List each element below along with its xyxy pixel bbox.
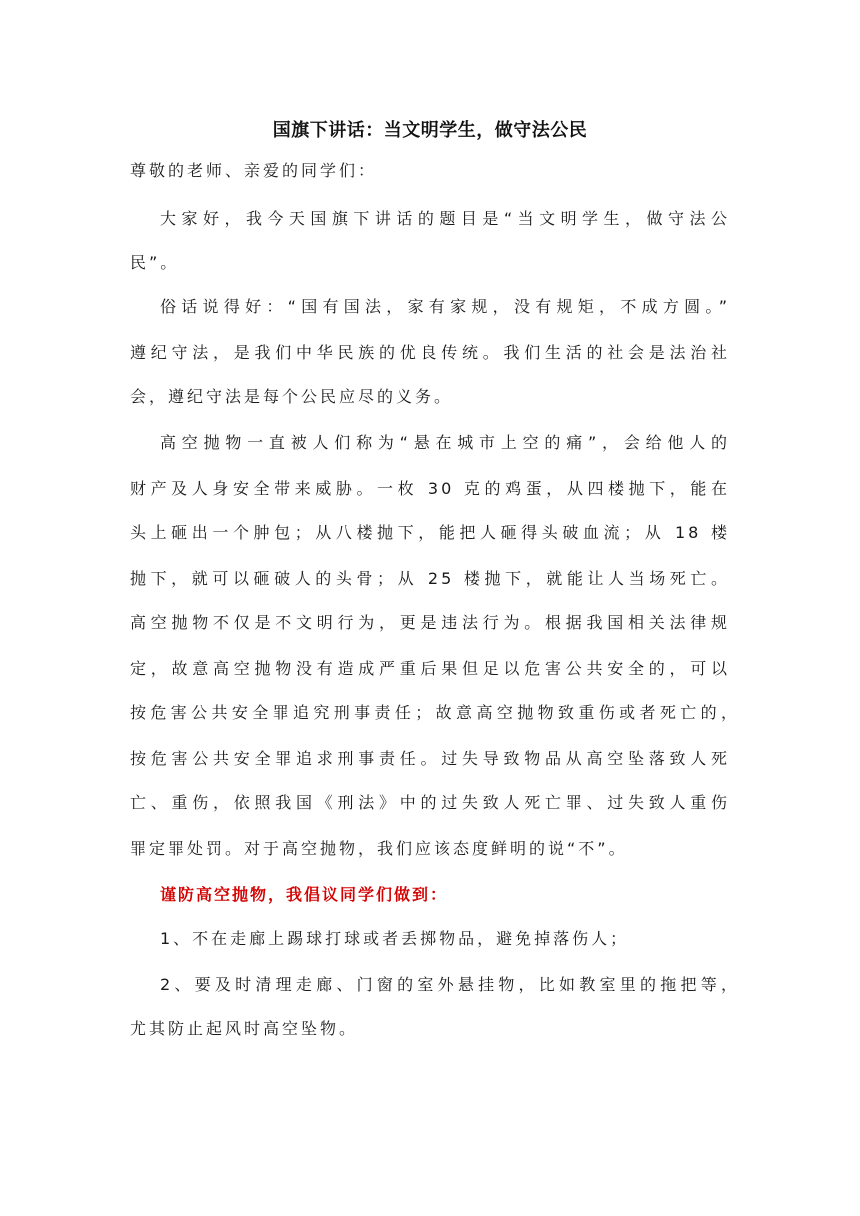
proposal-item-2-continued: 尤其防止起风时高空坠物。: [130, 1019, 359, 1038]
paragraph-line: 会，遵纪守法是每个公民应尽的义务。: [130, 387, 454, 406]
paragraph-line: 头上砸出一个肿包；从八楼抛下，能把人砸得头破血流；从 18 楼: [130, 523, 730, 542]
paragraph-line: 按危害公共安全罪追究刑事责任；故意高空抛物致重伤或者死亡的，: [130, 703, 740, 722]
paragraph-line: 定，故意高空抛物没有造成严重后果但足以危害公共安全的，可以: [130, 659, 730, 678]
paragraph-line: 抛下，就可以砸破人的头骨；从 25 楼抛下，就能让人当场死亡。: [130, 569, 730, 588]
paragraph-line: 高空抛物一直被人们称为“悬在城市上空的痛”，会给他人的: [160, 433, 730, 452]
paragraph-line: 高空抛物不仅是不文明行为，更是违法行为。根据我国相关法律规: [130, 613, 730, 632]
salutation: 尊敬的老师、亲爱的同学们：: [130, 161, 378, 180]
paragraph-line: 财产及人身安全带来威胁。一枚 30 克的鸡蛋，从四楼抛下，能在: [130, 479, 730, 498]
document-title: 国旗下讲话：当文明学生，做守法公民: [272, 120, 588, 141]
paragraph-line: 俗话说得好：“国有国法，家有家规，没有规矩，不成方圆。”: [160, 297, 730, 316]
paragraph-line: 遵纪守法，是我们中华民族的优良传统。我们生活的社会是法治社: [130, 343, 730, 362]
proposal-heading: 谨防高空抛物，我倡议同学们做到：: [160, 885, 449, 904]
paragraph-line: 按危害公共安全罪追求刑事责任。过失导致物品从高空坠落致人死: [130, 749, 730, 768]
proposal-item-2: 2、要及时清理走廊、门窗的室外悬挂物，比如教室里的拖把等，: [160, 975, 740, 994]
proposal-item-1: 1、不在走廊上踢球打球或者丢掷物品，避免掉落伤人；: [160, 929, 630, 948]
paragraph-line: 大家好，我今天国旗下讲话的题目是“当文明学生，做守法公: [160, 209, 730, 228]
paragraph-line: 亡、重伤，依照我国《刑法》中的过失致人死亡罪、过失致人重伤: [130, 793, 730, 812]
paragraph-line: 民”。: [130, 253, 180, 272]
paragraph-line: 罪定罪处罚。对于高空抛物，我们应该态度鲜明的说“不”。: [130, 839, 628, 858]
